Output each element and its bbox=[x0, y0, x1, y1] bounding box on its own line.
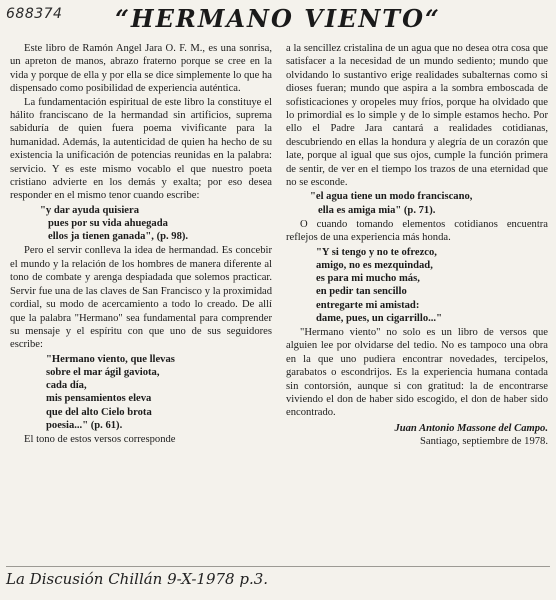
article-title: “HERMANO VIENTO“ bbox=[115, 4, 441, 33]
verse-line: poesia..." (p. 61). bbox=[46, 419, 123, 431]
paragraph: Pero el servir conlleva la idea de hermandad. Es concebir el mundo y la relación de los hombres de manera diferente al tono de combate y arenga despiadada que solemos practicar. Servir fue una de las claves de San Francisco y la proximidad cordial, su modo de acercamiento a todo lo creado. De allí que la palabra "Hermano" sea fundamental para comprender su mensaje y el espíritu con que uno de sus seguidores escribe: bbox=[10, 245, 272, 351]
right-column bbox=[286, 42, 548, 449]
verse-line: "el agua tiene un modo franciscano, bbox=[310, 191, 473, 203]
verse-line: ella es amiga mia" (p. 71). bbox=[318, 204, 436, 216]
verse-line: es para mi mucho más, bbox=[316, 273, 420, 285]
verse-line: pues por su vida ahuegada bbox=[48, 218, 168, 230]
archive-number-stamp: 688374 bbox=[6, 6, 63, 22]
verse-line: ellos ja tienen ganada", (p. 98). bbox=[48, 231, 189, 243]
divider bbox=[6, 566, 550, 567]
paragraph: El tono de estos versos corresponde bbox=[24, 433, 176, 445]
verse-line: "Hermano viento, que llevas bbox=[46, 353, 175, 365]
verse-quote bbox=[46, 353, 272, 432]
paragraph: "Hermano viento" no solo es un libro de versos que alguien lee por olvidarse del tedio. No es tampoco una obra en la que uno pudiera encontrar novedades, tercipelos, garabatos o escondrijos. Es la experiencia humana contada sin contorsión, aunque si con gratitud: la de encontrarse viviendo el don de haber sido escogido, el don de haber sido encontrado. bbox=[286, 326, 548, 419]
verse-quote bbox=[310, 190, 548, 216]
verse-line: amigo, no es mezquindad, bbox=[316, 259, 433, 271]
verse-line: en pedir tan sencillo bbox=[316, 286, 407, 298]
verse-line: dame, pues, un cigarrillo..." bbox=[316, 312, 442, 324]
paragraph: La fundamentación espiritual de este libro la constituye el hálito franciscano de la hermandad sin artificios, suprema sabiduría de quien fuera poema vivificante para la humanidad. Además, la autenticidad de quien ha hecho de su existencia la unificación de potencias reunidas en la palabra: servicio. Y es este mismo vocablo el que nuestro poeta cristiano advierte en los demás y exalta; por eso desea responder en el mismo tenor cuando escribe: bbox=[10, 96, 272, 202]
verse-quote bbox=[316, 246, 548, 325]
author-signature: Juan Antonio Massone del Campo. bbox=[394, 422, 548, 434]
verse-line: que del alto Cielo brota bbox=[46, 406, 152, 418]
handwritten-source-note: La Discusión Chillán 9-X-1978 p.3. bbox=[6, 570, 269, 588]
verse-line: sobre el mar ágil gaviota, bbox=[46, 366, 160, 378]
verse-line: "Y si tengo y no te ofrezco, bbox=[316, 246, 437, 258]
verse-line: entregarte mi amistad: bbox=[316, 299, 420, 311]
left-column bbox=[10, 42, 272, 446]
verse-line: cada día, bbox=[46, 380, 87, 392]
paragraph: Este libro de Ramón Angel Jara O. F. M., es una sonrisa, un apreton de manos, abrazo fraterno porque se cree en la vida y porque de ella y por ella se dice simplemente lo que ha dispensado como posibilidad de experiencia auténtica. bbox=[10, 43, 272, 95]
verse-quote bbox=[40, 204, 272, 244]
paragraph: O cuando tomando elementos cotidianos encuentra reflejos de una experiencia más honda. bbox=[286, 218, 548, 244]
paragraph: a la sencillez cristalina de un agua que no desea otra cosa que satisfacer a la necesidad de un mundo sediento; mundo que olvidando lo sustantivo erige realidades subalternas como si dioses fueran; mundo que aspira a la sombra emboscada de sofisticaciones y oropeles muy fríos, porque ha olvidado que lo primordial es lo simple y de lo simple estamos hecho. Por ello el Padre Jara cantará a realidades cotidianas, descubriendo en ellas la hondura y alegría de un corazón que late, porque al igual que sus ojos, cumple la función primera de sentir, de ver en el tiempo los trazos de una eternidad que no se esconde. bbox=[286, 43, 548, 189]
verse-line: "y dar ayuda quisiera bbox=[40, 204, 139, 216]
place-date: Santiago, septiembre de 1978. bbox=[420, 436, 548, 448]
verse-line: mis pensamientos eleva bbox=[46, 393, 152, 405]
